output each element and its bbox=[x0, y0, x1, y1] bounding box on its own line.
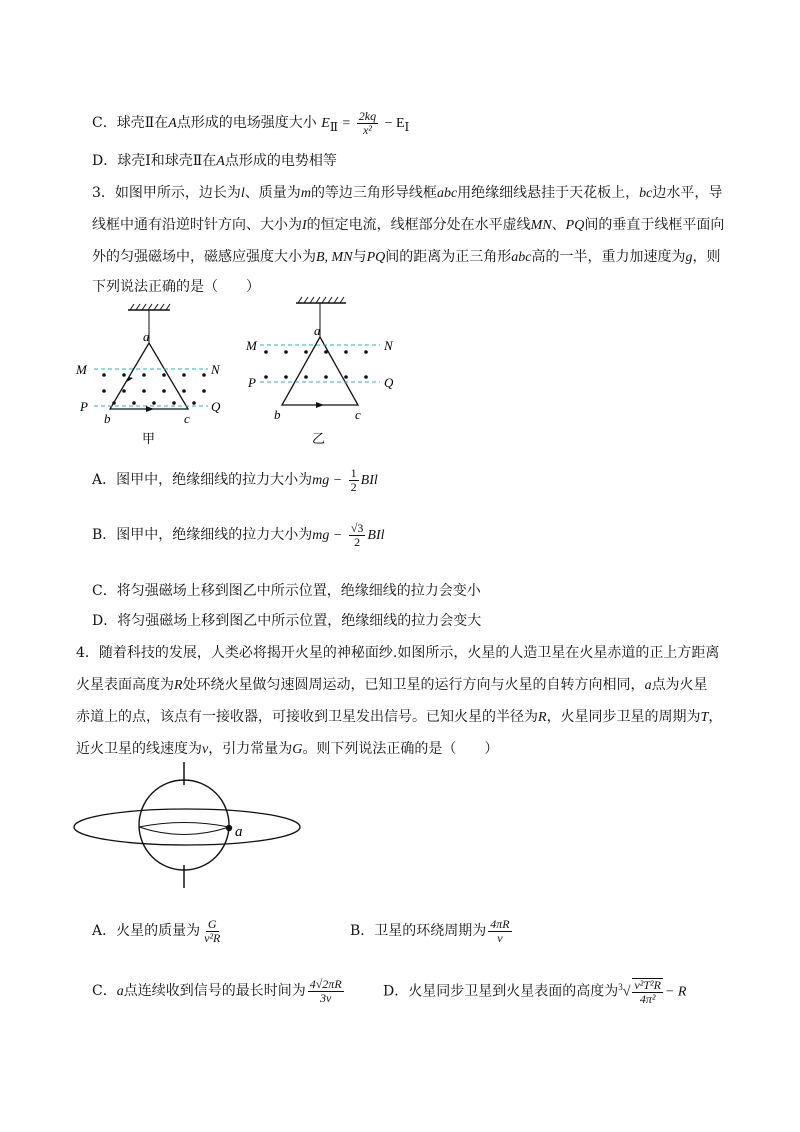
svg-text:c: c bbox=[355, 407, 361, 422]
figure-jia-label: 甲 bbox=[142, 431, 156, 445]
svg-text:a: a bbox=[235, 824, 243, 840]
q3-option-c: C．将匀强磁场上移到图乙中所示位置，绝缘细线的拉力会变小 bbox=[92, 583, 481, 599]
figure-yi-label: 乙 bbox=[312, 431, 326, 445]
q3-stem-line2: 线框中通有沿逆时针方向、大小为I的恒定电流，线框部分处在水平虚线MN、PQ间的垂直于线框平面向 bbox=[92, 217, 725, 233]
svg-text:N: N bbox=[211, 362, 220, 377]
q3-stem-line1: 3．如图甲所示，边长为l、质量为m的等边三角形导线框abc用绝缘细线悬挂于天花板上，bc边水平，导 bbox=[92, 185, 723, 201]
fraction: $\frac{4\pi R}{v}$ bbox=[490, 917, 510, 945]
q4-figure bbox=[70, 760, 310, 890]
svg-text:M: M bbox=[246, 338, 257, 353]
fraction: $\frac{4√2\pi R}{3v}$ bbox=[309, 977, 342, 1005]
svg-text:b: b bbox=[274, 407, 281, 422]
svg-text:b: b bbox=[104, 411, 111, 426]
q3-option-a: A．图甲中，绝缘细线的拉力大小为mg − $\frac{1}{2}$ BIl bbox=[92, 466, 378, 494]
fraction: $\frac{1}{2}$ bbox=[350, 466, 357, 494]
q4-option-b: B．卫星的环绕周期为 $\frac{4\pi R}{v}$ bbox=[350, 917, 510, 945]
q3-stem-line4: 下列说法正确的是（ ） bbox=[92, 279, 260, 295]
q2-option-d: D．球壳Ⅰ和球壳Ⅱ在A点形成的电势相等 bbox=[92, 153, 337, 169]
point-a bbox=[226, 825, 232, 831]
figure-yi bbox=[245, 297, 394, 445]
q4-option-c: C．a点连续收到信号的最长时间为 $\frac{4√2\pi R}{3v}$ bbox=[92, 977, 342, 1005]
svg-text:a: a bbox=[314, 323, 321, 338]
q2-option-c: C．球壳Ⅱ在A点形成的电场强度大小 $E_Ⅱ$ = $\frac{2kq}{\text{x²}}$ − $E_Ⅰ$ bbox=[92, 109, 410, 137]
q4-option-d: D．火星同步卫星到火星表面的高度为$^3$√ $\frac{\text{v²T²R}}{\text{4π²}}$ − R bbox=[383, 978, 687, 1006]
svg-text:Q: Q bbox=[384, 375, 394, 390]
svg-text:a: a bbox=[143, 329, 150, 344]
orbit-ellipse bbox=[74, 809, 300, 845]
fraction: $\frac{√3}{2}$ bbox=[350, 521, 364, 549]
q3-stem-line3: 外的匀强磁场中，磁感应强度大小为B, MN与PQ间的距离为正三角形abc高的一半，重力加速度为g，则 bbox=[92, 249, 721, 265]
svg-text:P: P bbox=[80, 399, 88, 414]
q4-stem-line2: 火星表面高度为R处环绕火星做匀速圆周运动，已知卫星的运行方向与火星的自转方向相同，a点为火星 bbox=[76, 677, 708, 693]
q4-stem-line3: 赤道上的点，该点有一接收器，可接收到卫星发出信号。已知火星的半径为R，火星同步卫星的周期为T， bbox=[76, 709, 723, 725]
fraction: $\frac{G}{\text{v²R}}$ bbox=[204, 917, 221, 945]
fraction: $\frac{\text{v²T²R}}{\text{4π²}}$ bbox=[634, 978, 661, 1006]
svg-text:N: N bbox=[384, 338, 393, 353]
q4-stem-line4: 近火卫星的线速度为v，引力常量为G。则下列说法正确的是（ ） bbox=[76, 741, 499, 757]
svg-text:c: c bbox=[184, 411, 190, 426]
q3-figure bbox=[70, 295, 410, 445]
q3-option-d: D．将匀强磁场上移到图乙中所示位置，绝缘细线的拉力会变大 bbox=[92, 613, 482, 629]
q3-option-b: B．图甲中，绝缘细线的拉力大小为mg − $\frac{√3}{2}$ BIl bbox=[92, 521, 385, 549]
svg-text:Q: Q bbox=[211, 399, 221, 414]
svg-text:M: M bbox=[76, 362, 87, 377]
q4-option-a: A．火星的质量为 $\frac{G}{\text{v²R}}$ bbox=[92, 917, 221, 945]
fraction: $\frac{2kq}{\text{x²}}$ bbox=[358, 109, 377, 137]
figure-jia bbox=[75, 304, 221, 445]
svg-text:P: P bbox=[248, 375, 256, 390]
q4-stem-line1: 4．随着科技的发展，人类必将揭开火星的神秘面纱.如图所示，火星的人造卫星在火星赤道的正上方距离 bbox=[76, 645, 720, 661]
